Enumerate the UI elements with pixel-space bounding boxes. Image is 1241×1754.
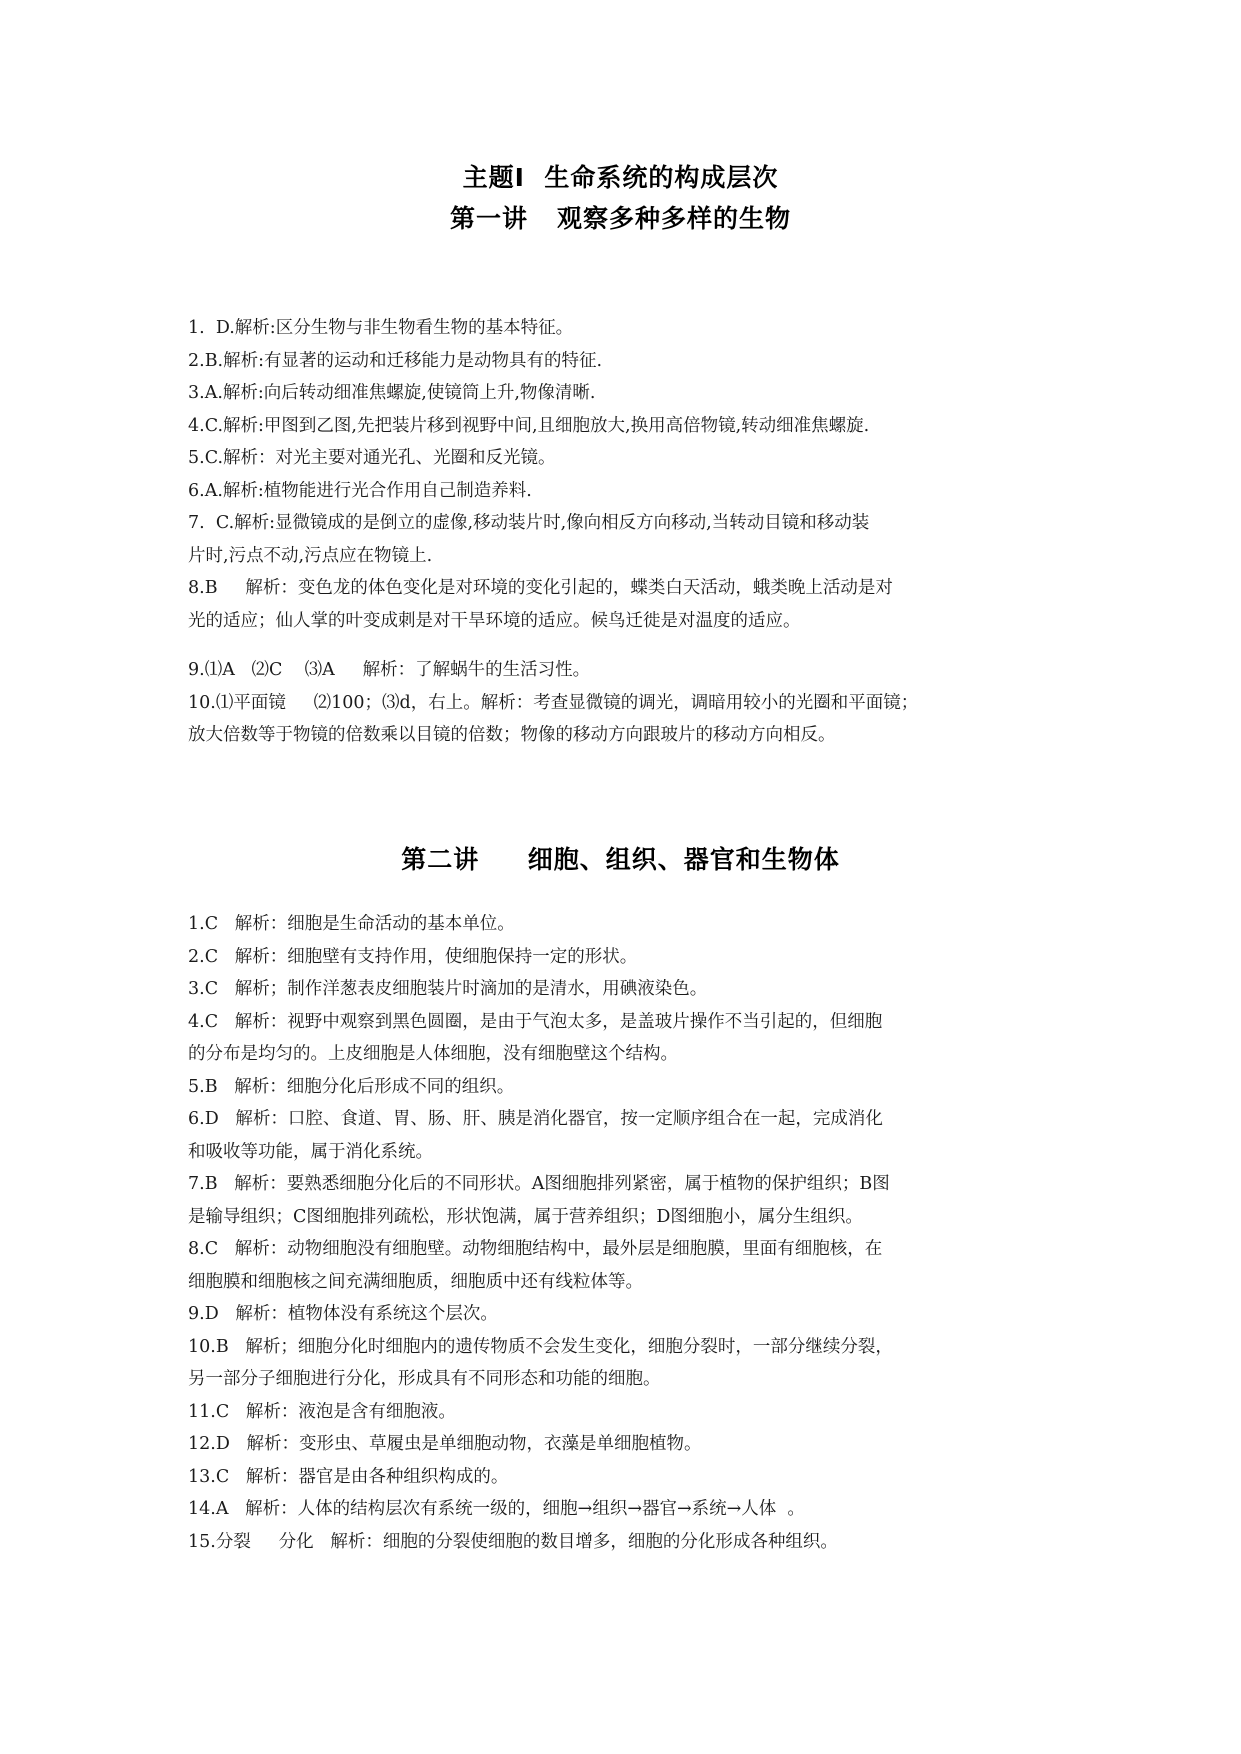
- topic-title: 主题Ⅰ 生命系统的构成层次: [462, 163, 779, 192]
- answer-line: 15.分裂 分化 解析：细胞的分裂使细胞的数目增多，细胞的分化形成各种组织。: [188, 1531, 838, 1552]
- answer-line: 3.A.解析:向后转动细准焦螺旋,使镜筒上升,物像清晰.: [188, 383, 596, 403]
- answer-line: 3.C 解析；制作洋葱表皮细胞装片时滴加的是清水，用碘液染色。: [188, 979, 708, 999]
- answer-line: 1. D.解析:区分生物与非生物看生物的基本特征。: [188, 318, 574, 338]
- answer-line: 是输导组织；C图细胞排列疏松，形状饱满，属于营养组织；D图细胞小，属分生组织。: [188, 1206, 863, 1227]
- answer-line: 14.A 解析：人体的结构层次有系统一级的，细胞→组织→器官→系统→人体 。: [188, 1499, 805, 1519]
- answer-line: 9.D 解析：植物体没有系统这个层次。: [188, 1304, 498, 1324]
- answer-line: 细胞膜和细胞核之间充满细胞质，细胞质中还有线粒体等。: [188, 1271, 643, 1292]
- answer-line: 的分布是均匀的。上皮细胞是人体细胞，没有细胞壁这个结构。: [188, 1044, 678, 1064]
- answer-line: 另一部分子细胞进行分化，形成具有不同形态和功能的细胞。: [188, 1369, 661, 1389]
- lecture-2-title: 第二讲 细胞、组织、器官和生物体: [401, 845, 840, 874]
- answer-line: 放大倍数等于物镜的倍数乘以目镜的倍数；物像的移动方向跟玻片的移动方向相反。: [188, 725, 836, 745]
- answer-line: 7. C.解析:显微镜成的是倒立的虚像,移动装片时,像向相反方向移动,当转动目镜和移动装: [188, 513, 870, 533]
- answer-line: 9.⑴A ⑵C ⑶A 解析：了解蜗牛的生活习性。: [188, 660, 591, 680]
- answer-line: 5.C.解析：对光主要对通光孔、光圈和反光镜。: [188, 448, 556, 468]
- lecture-1-answers-continued: [188, 654, 1068, 752]
- answer-line: 10.⑴平面镜 ⑵100；⑶d，右上。解析：考查显微镜的调光，调暗用较小的光圈和平面镜；: [188, 692, 919, 713]
- answer-line: 片时,污点不动,污点应在物镜上.: [188, 545, 433, 566]
- answer-line: 13.C 解析：器官是由各种组织构成的。: [188, 1466, 509, 1487]
- answer-line: 6.D 解析：口腔、食道、胃、肠、肝、胰是消化器官，按一定顺序组合在一起，完成消化: [188, 1109, 883, 1129]
- answer-line: 6.A.解析:植物能进行光合作用自己制造养料.: [188, 480, 532, 501]
- answer-line: 和吸收等功能，属于消化系统。: [188, 1141, 433, 1162]
- answer-line: 4.C 解析：视野中观察到黑色圆圈，是由于气泡太多，是盖玻片操作不当引起的，但细胞: [188, 1011, 883, 1032]
- answer-line: 5.B 解析：细胞分化后形成不同的组织。: [188, 1076, 515, 1097]
- lecture-1-title: 第一讲 观察多种多样的生物: [449, 204, 792, 233]
- answer-line: 1.C 解析：细胞是生命活动的基本单位。: [188, 914, 515, 934]
- answer-line: 2.B.解析:有显著的运动和迁移能力是动物具有的特征.: [188, 350, 603, 371]
- answer-line: 10.B 解析；细胞分化时细胞内的遗传物质不会发生变化，细胞分裂时，一部分继续分裂，: [188, 1336, 893, 1357]
- answer-line: 4.C.解析:甲图到乙图,先把装片移到视野中间,且细胞放大,换用高倍物镜,转动细准焦螺旋.: [188, 415, 870, 436]
- answer-line: 8.B 解析：变色龙的体色变化是对环境的变化引起的，蝶类白天活动，蛾类晚上活动是对: [188, 578, 893, 598]
- answer-line: 光的适应；仙人掌的叶变成刺是对干旱环境的适应。候鸟迁徙是对温度的适应。: [188, 610, 801, 631]
- lecture-2-answers: [188, 908, 1068, 1558]
- answer-line: 2.C 解析：细胞壁有支持作用，使细胞保持一定的形状。: [188, 946, 638, 967]
- answer-line: 12.D 解析：变形虫、草履虫是单细胞动物，衣藻是单细胞植物。: [188, 1434, 702, 1454]
- answer-line: 11.C 解析：液泡是含有细胞液。: [188, 1401, 456, 1422]
- lecture-1-answers: [188, 312, 1068, 637]
- answer-line: 8.C 解析：动物细胞没有细胞壁。动物细胞结构中，最外层是细胞膜，里面有细胞核，在: [188, 1239, 883, 1259]
- answer-line: 7.B 解析：要熟悉细胞分化后的不同形状。A图细胞排列紧密，属于植物的保护组织；B图: [188, 1174, 890, 1194]
